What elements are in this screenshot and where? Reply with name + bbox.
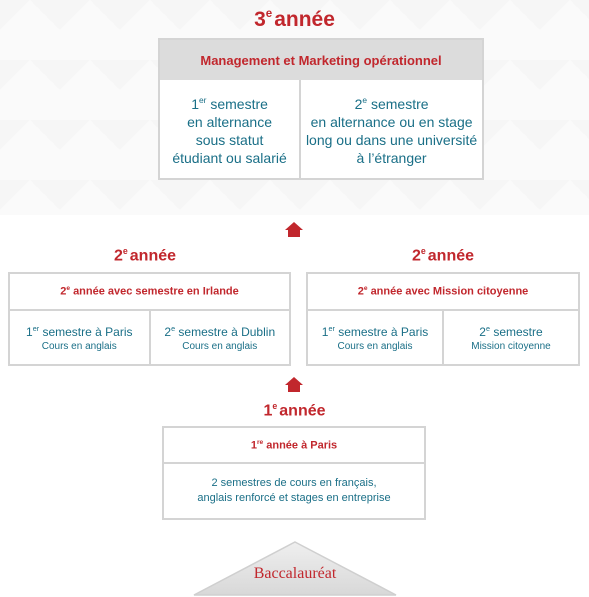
year3-box [158, 38, 484, 180]
year2-left-columns [10, 311, 289, 364]
year3-semester-2: 2e semestre en alternance ou en stage long ou dans une université à l’étranger [299, 80, 482, 178]
year3-header: Management et Marketing opérationnel [160, 40, 482, 80]
year3-semester-1: 1er semestre en alternance sous statut étudiant ou salarié [172, 95, 287, 166]
year2-left-title: 2e année [113, 246, 177, 265]
year2-left-box [8, 272, 291, 366]
year1-header: 1re année à Paris [164, 428, 424, 464]
year2-right-title: 2e année [411, 246, 475, 265]
baccalaureat-label: Baccalauréat [253, 565, 337, 582]
year2-left-header: 2e année avec semestre en Irlande [10, 274, 289, 311]
year2-left-semester-1: 1er semestre à Paris Cours en anglais [26, 323, 133, 353]
year2-right-columns [308, 311, 578, 364]
year2-right-semester-2: 2e semestre Mission citoyenne [442, 311, 578, 364]
year1-body: 2 semestres de cours en français, anglais renforcé et stages en entreprise [197, 477, 391, 504]
year2-right-box [306, 272, 580, 366]
year3-title: 3eannée [254, 8, 335, 31]
year1-box [162, 426, 426, 520]
year2-left-semester-2: 2e semestre à Dublin Cours en anglais [149, 311, 290, 364]
year1-title: 1e année [263, 401, 326, 420]
year3-columns [160, 80, 482, 178]
year2-right-header: 2e année avec Mission citoyenne [308, 274, 578, 311]
year2-right-semester-1: 1er semestre à Paris Cours en anglais [321, 323, 429, 353]
